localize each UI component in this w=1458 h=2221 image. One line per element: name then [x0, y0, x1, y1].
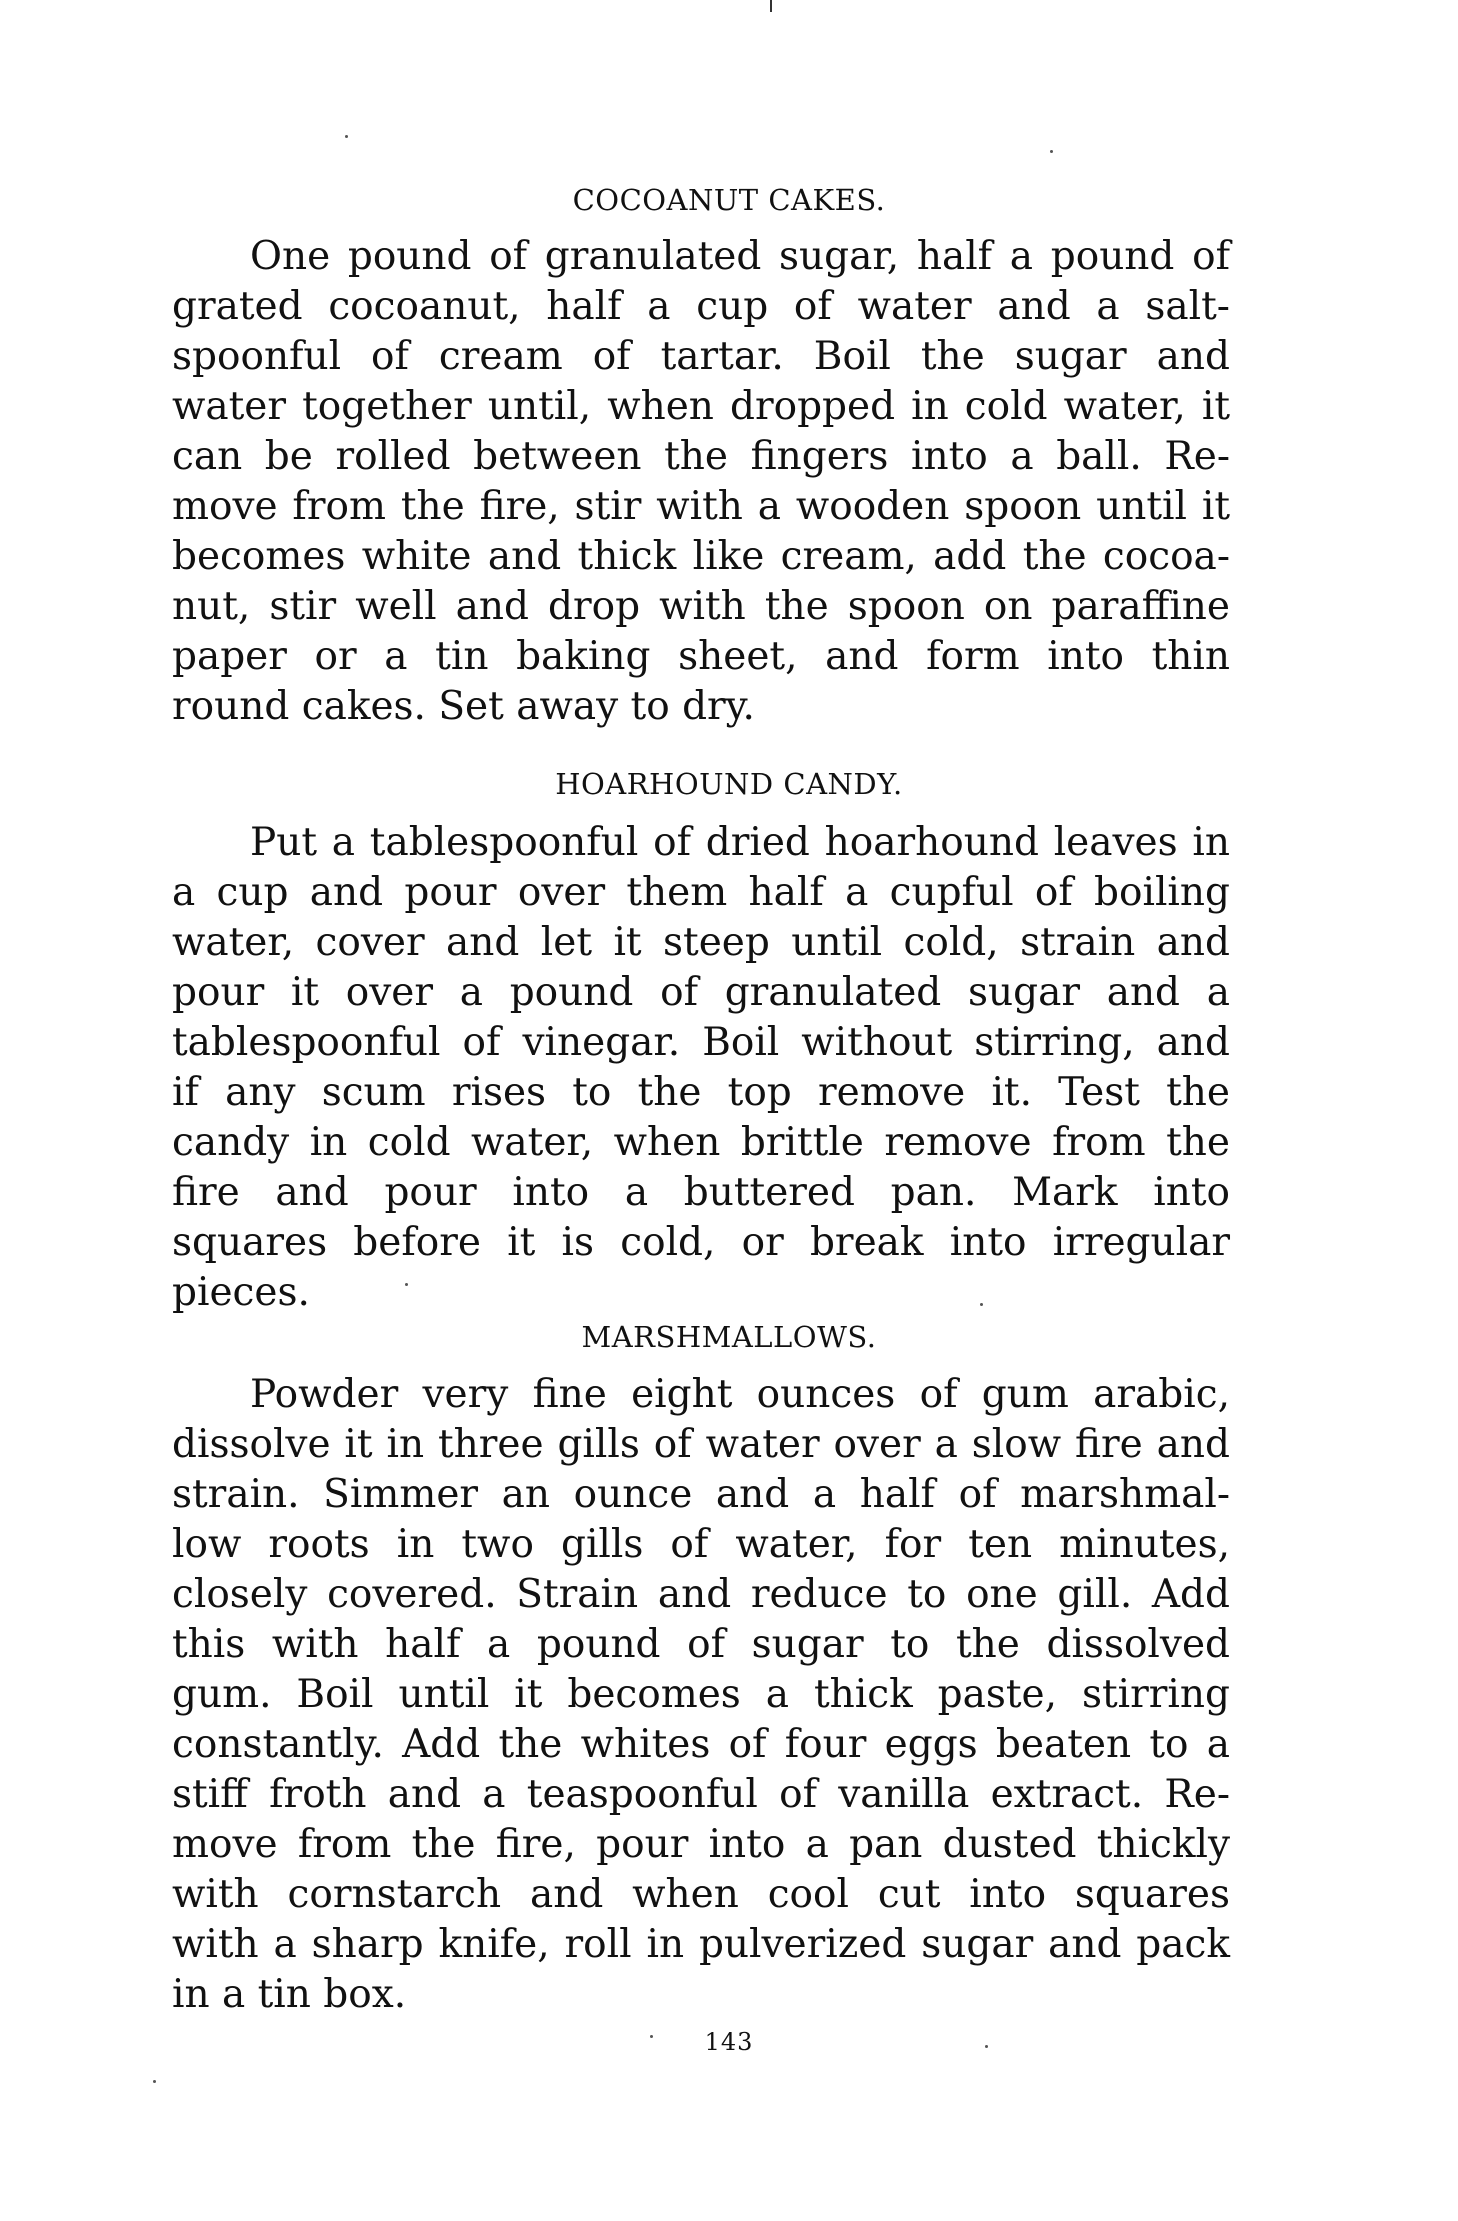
recipe-body	[172, 232, 1230, 732]
text-line: Put a tablespoonful of dried hoarhound leaves in	[250, 820, 1230, 865]
text-line: becomes white and thick like cream, add the cocoa-	[172, 534, 1230, 579]
text-line: low roots in two gills of water, for ten minutes,	[172, 1522, 1230, 1567]
text-line: strain. Simmer an ounce and a half of marshmal-	[172, 1472, 1230, 1517]
text-line: this with half a pound of sugar to the dissolved	[172, 1622, 1230, 1667]
recipe-title: MARSHMALLOWS.	[581, 1320, 877, 1354]
text-line: in a tin box.	[172, 1972, 407, 2017]
scan-speck	[1050, 150, 1053, 153]
recipe-body	[172, 1370, 1230, 2020]
scan-mark	[770, 0, 772, 12]
text-line: paper or a tin baking sheet, and form into thin	[172, 634, 1230, 679]
text-line: fire and pour into a buttered pan. Mark into	[172, 1170, 1230, 1215]
text-line: squares before it is cold, or break into irregular	[172, 1220, 1230, 1265]
text-line: move from the fire, pour into a pan dusted thickly	[172, 1822, 1230, 1867]
text-line: move from the fire, stir with a wooden spoon until it	[172, 484, 1230, 529]
text-line: with a sharp knife, roll in pulverized sugar and pack	[172, 1922, 1230, 1967]
text-line: if any scum rises to the top remove it. Test the	[172, 1070, 1230, 1115]
text-line: constantly. Add the whites of four eggs beaten to a	[172, 1722, 1230, 1767]
text-line: round cakes. Set away to dry.	[172, 684, 755, 729]
text-line: with cornstarch and when cool cut into squares	[172, 1872, 1230, 1917]
text-line: nut, stir well and drop with the spoon on paraffine	[172, 584, 1230, 629]
text-line: water together until, when dropped in cold water, it	[172, 384, 1230, 429]
text-line: One pound of granulated sugar, half a pound of	[250, 234, 1230, 279]
text-line: spoonful of cream of tartar. Boil the sugar and	[172, 334, 1230, 379]
text-line: closely covered. Strain and reduce to one gill. Add	[172, 1572, 1230, 1617]
page-number: 143	[704, 2028, 754, 2056]
text-line: tablespoonful of vinegar. Boil without stirring, and	[172, 1020, 1230, 1065]
text-line: candy in cold water, when brittle remove from the	[172, 1120, 1230, 1165]
text-line: Powder very fine eight ounces of gum arabic,	[250, 1372, 1230, 1417]
scan-speck	[345, 135, 348, 138]
text-line: pour it over a pound of granulated sugar and a	[172, 970, 1230, 1015]
text-line: water, cover and let it steep until cold, strain and	[172, 920, 1230, 965]
recipe-title: HOARHOUND CANDY.	[555, 767, 903, 801]
recipe-title: COCOANUT CAKES.	[572, 183, 886, 217]
text-line: can be rolled between the fingers into a ball. Re-	[172, 434, 1230, 479]
recipe-body	[172, 818, 1230, 1318]
text-line: pieces.	[172, 1270, 310, 1315]
text-line: grated cocoanut, half a cup of water and a salt-	[172, 284, 1230, 329]
scan-speck	[153, 2080, 156, 2083]
text-line: gum. Boil until it becomes a thick paste, stirring	[172, 1672, 1230, 1717]
text-line: a cup and pour over them half a cupful of boiling	[172, 870, 1230, 915]
text-line: dissolve it in three gills of water over a slow fire and	[172, 1422, 1230, 1467]
text-line: stiff froth and a teaspoonful of vanilla extract. Re-	[172, 1772, 1230, 1817]
